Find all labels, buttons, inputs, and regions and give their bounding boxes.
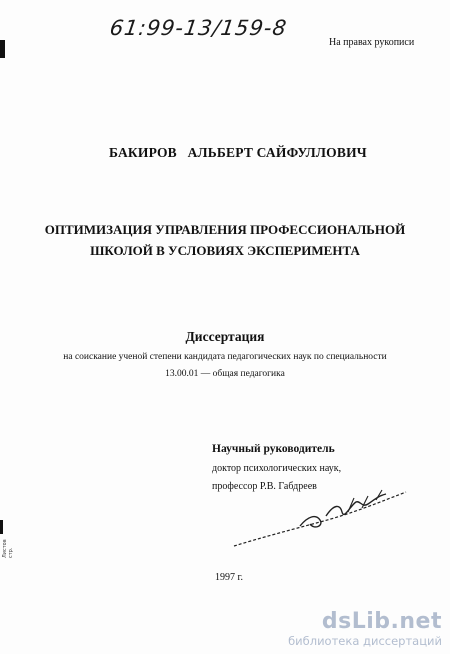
watermark: [288, 610, 442, 648]
archive-number: 61:99-13/159-8: [108, 16, 289, 40]
signature: [230, 486, 410, 552]
author-name: БАКИРОВ АЛЬБЕРТ САЙФУЛЛОВИЧ: [109, 145, 367, 160]
document-type: Диссертация: [185, 329, 265, 344]
title-line: ШКОЛОЙ В УСЛОВИЯХ ЭКСПЕРИМЕНТА: [90, 243, 360, 258]
manuscript-note: На правах рукописи: [329, 37, 415, 48]
supervisor-name: профессор Р.В. Габдреев: [212, 481, 317, 492]
supervisor-degree: доктор психологических наук,: [212, 463, 342, 474]
side-stamp: Листов стр.: [2, 539, 14, 558]
supervisor-heading: Научный руководитель: [212, 443, 335, 455]
degree-statement: [0, 349, 450, 383]
title-line: ОПТИМИЗАЦИЯ УПРАВЛЕНИЯ ПРОФЕССИОНАЛЬНОЙ: [44, 222, 406, 237]
watermark-logo: dsLib.net: [321, 609, 442, 634]
specialty-line: 13.00.01 — общая педагогика: [165, 369, 285, 379]
scan-edge-mark: [0, 40, 5, 58]
year: 1997 г.: [215, 572, 243, 583]
watermark-subtitle: библиотека диссертаций: [288, 634, 442, 648]
dissertation-title: [20, 219, 430, 261]
degree-line: на соискание ученой степени кандидата педагогических наук по специальности: [63, 352, 387, 362]
